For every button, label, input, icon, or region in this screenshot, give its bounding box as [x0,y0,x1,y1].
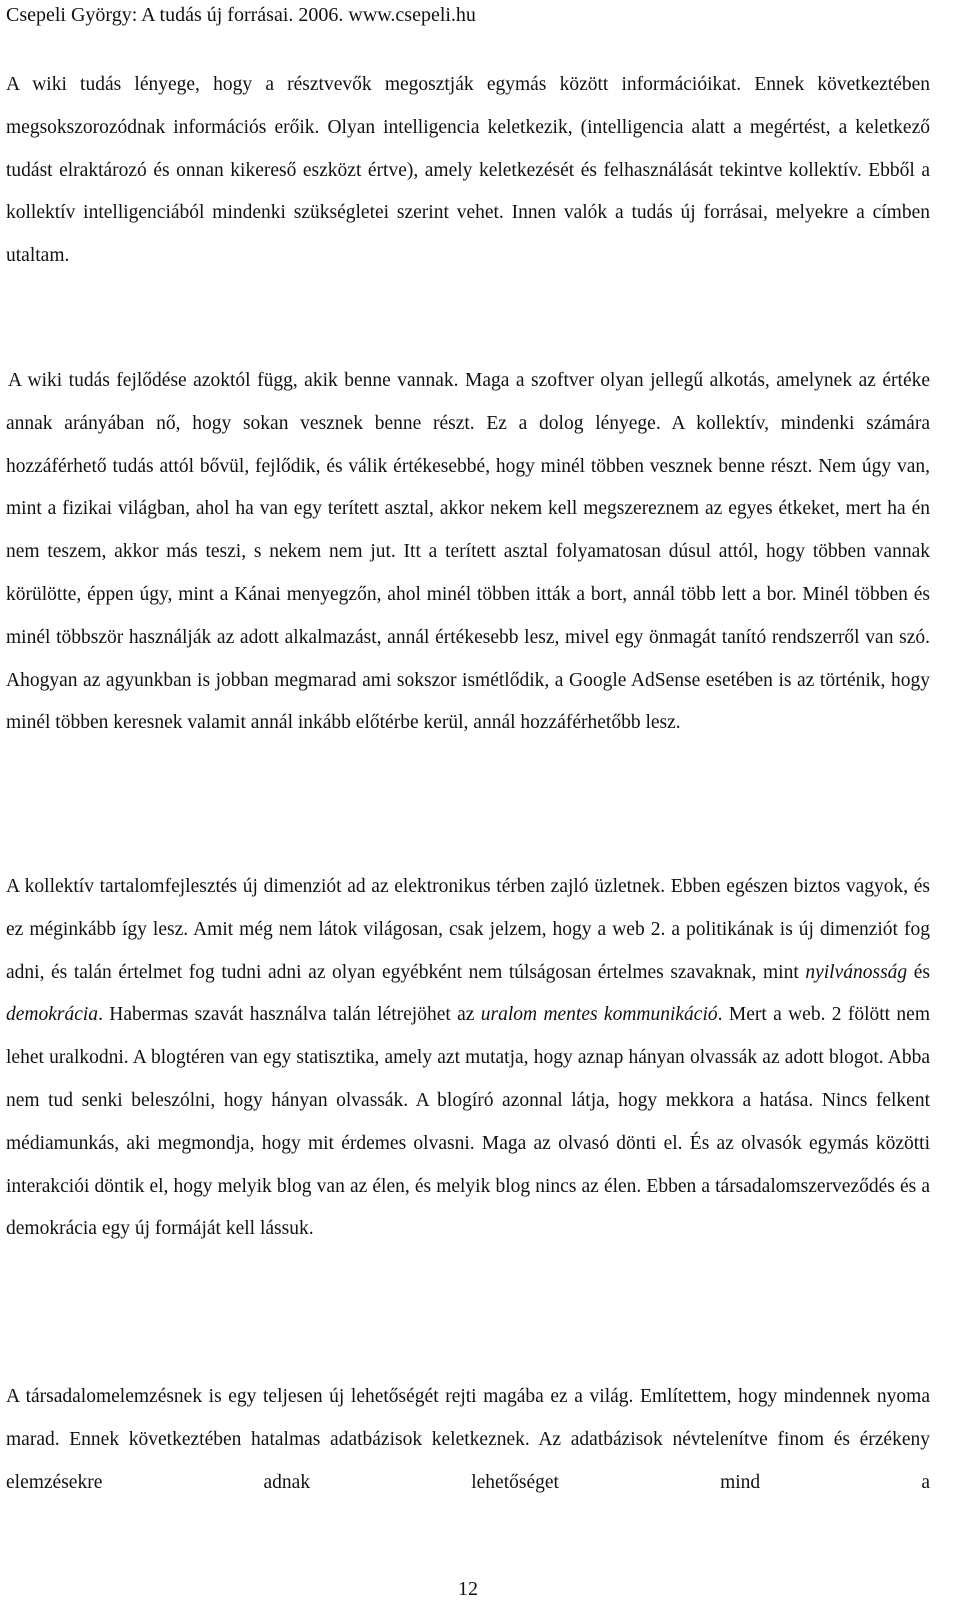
paragraph-4: A társadalomelemzésnek is egy teljesen új lehetőségét rejti magába ez a világ. Említettem, hogy mindennek nyoma marad. Ennek következtében hatalmas adatbázisok keletkeznek. Az adatbázisok névtelenítve finom és érzékeny elemzésekre adnak lehetőséget mind a [6,1386,930,1493]
paragraph-3-text-d: . Mert a web. 2 fölött nem lehet uralkodni. A blogtéren van egy statisztika, amely azt mutatja, hogy aznap hányan olvassák az adott blogot. Abba nem tud senki beleszólni, hogy hányan olvassák. A blogíró azonnal látja, hogy mekkora a hatása. Nincs felkent médiamunkás, aki megmondja, hogy mit érdemes olvasni. Maga az olvasó dönti el. És az olvasók egymás közötti interakciói döntik el, hogy melyik blog van az élen, és melyik blog nincs az élen. Ebben a társadalomszerveződés és a demokrácia egy új formáját kell lássuk. [6,1004,931,1240]
paragraph-3-text-b: és [907,961,930,983]
paragraph-2: A wiki tudás fejlődése azoktól függ, akik benne vannak. Maga a szoftver olyan jellegű alkotás, amelynek az értéke annak arányában nő, hogy sokan vesznek benne részt. Ez a dolog lényege. A kollektív, mindenki számára hozzáférhető tudás attól bővül, fejlődik, és válik értékesebbé, hogy minél többen vesznek benne részt. Nem úgy van, mint a fizikai világban, ahol ha van egy terített asztal, akkor nekem kell megszereznem az egyes étkeket, mert ha én nem teszem, akkor más teszi, s nekem nem jut. Itt a terített asztal folyamatosan dúsul attól, hogy többen vannak körülötte, éppen úgy, mint a Kánai menyegzőn, ahol minél többen itták a bort, annál több lett a bor. Minél többen és minél többször használják az adott alkalmazást, annál értékesebb lesz, mivel egy önmagát tanító rendszerről van szó. Ahogyan az agyunkban is jobban megmarad ami sokszor ismétlődik, a Google AdSense esetében is az történik, hogy minél többen keresnek valamit annál inkább előtérbe kerül, annál hozzáférhetőbb lesz. [6,370,930,734]
page-number: 12 [458,1578,478,1600]
emphasis-demokracia: demokrácia [6,1004,99,1026]
document-page [6,0,930,1613]
paragraph-3-text-a: A kollektív tartalomfejlesztés új dimenziót ad az elektronikus térben zajló üzletnek. Ebben egészen biztos vagyok, és ez méginkább így lesz. Amit még nem látok világosan, csak jelzem, hogy a web 2. a politikának is új dimenziót fog adni, és talán értelmet fog tudni adni az olyan egyébként nem túlságosan értelmes szavaknak, mint [6,876,930,983]
emphasis-uralom-mentes-kommunikacio: uralom mentes kommunikáció [480,1004,718,1026]
emphasis-nyilvanossag: nyilvánosság [805,961,908,983]
paragraph-1: A wiki tudás lényege, hogy a résztvevők megosztják egymás között információikat. Ennek következtében megsokszorozódnak információs erőik. Olyan intelligencia keletkezik, (intelligencia alatt a megértést, a keletkező tudást elraktározó és onnan kikereső eszközt értve), amely keletkezését és felhasználását tekintve kollektív. Ebből a kollektív intelligenciából mindenki szükségletei szerint vehet. Innen valók a tudás új forrásai, melyekre a címben utaltam. [6,74,930,267]
paragraph-3-text-c: . Habermas szavát használva talán létrejöhet az [98,1004,481,1026]
page-header: Csepeli György: A tudás új forrásai. 2006. www.csepeli.hu [6,4,476,26]
paragraph-3 [6,866,930,1251]
